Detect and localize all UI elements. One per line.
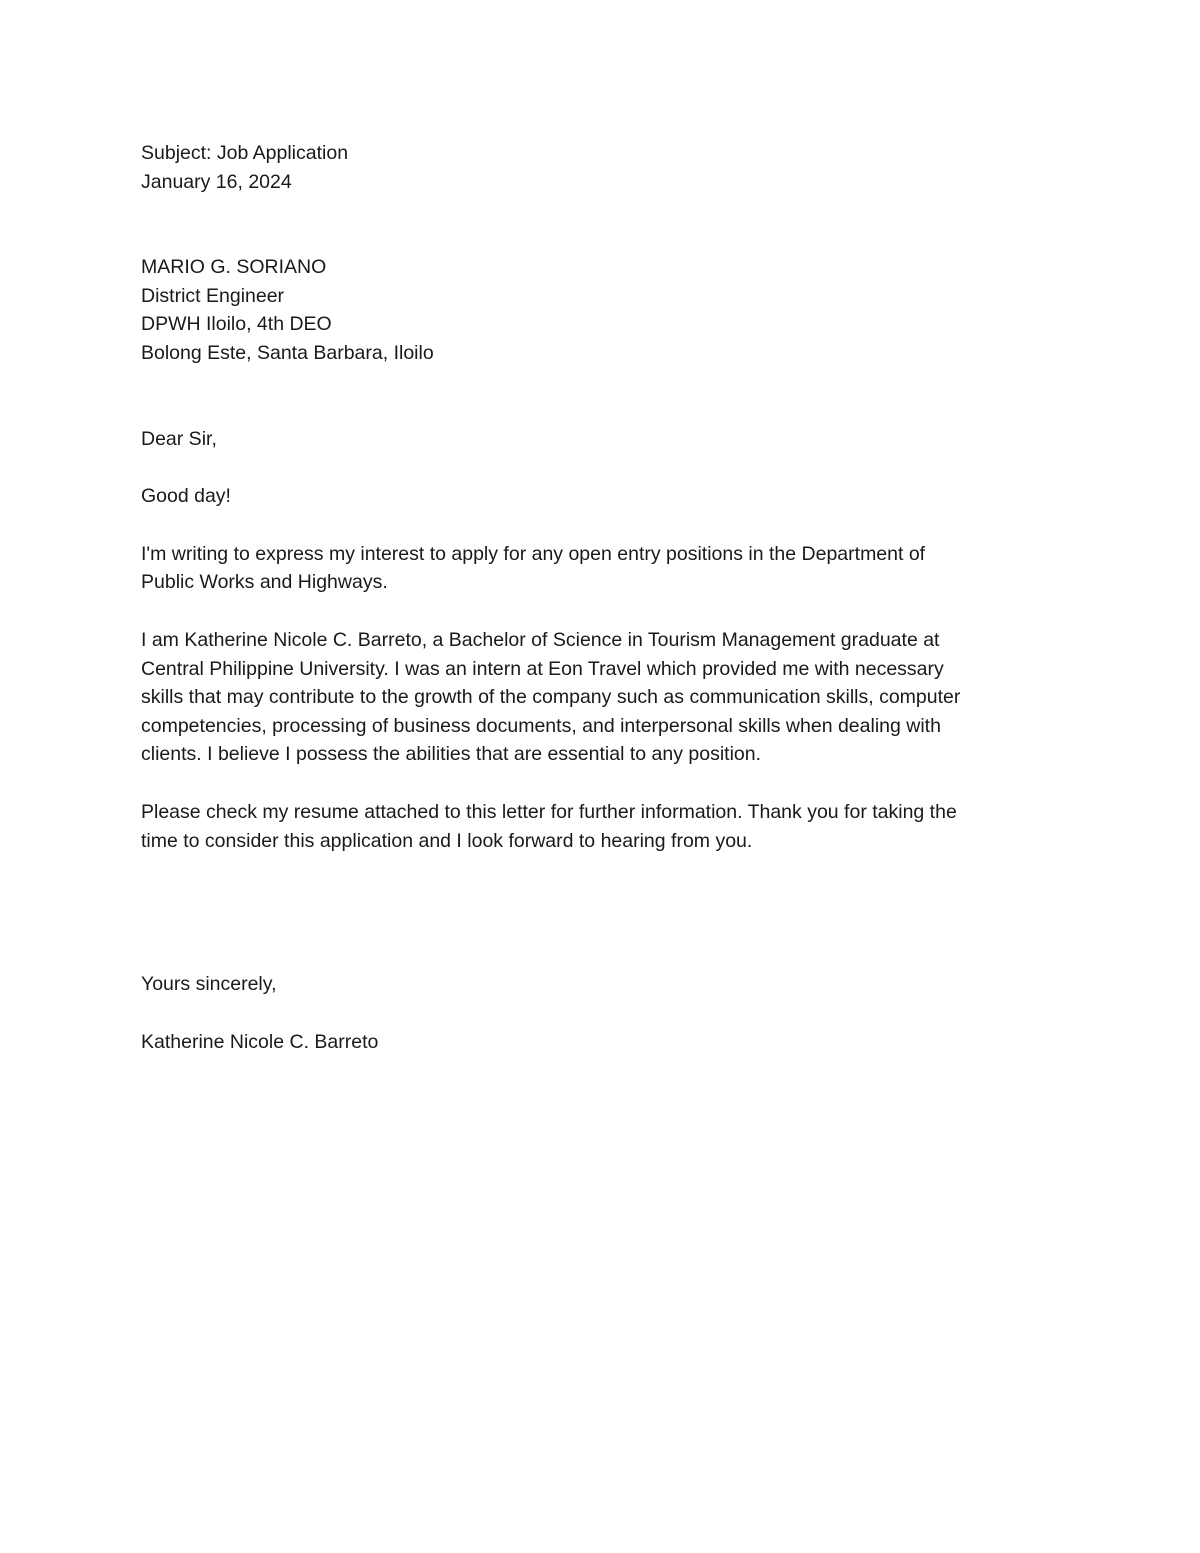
paragraph-line: time to consider this application and I look forward to hearing from you. [141,829,753,852]
paragraph-line: Central Philippine University. I was an intern at Eon Travel which provided me with necessary [141,657,944,680]
salutation: Dear Sir, [141,427,217,450]
paragraph-line: I'm writing to express my interest to apply for any open entry positions in the Department of [141,542,926,565]
closing: Yours sincerely, [141,973,277,996]
recipient-block [141,253,1061,367]
signature-name: Katherine Nicole C. Barreto [141,1030,379,1053]
paragraph-line: clients. I believe I possess the abilities that are essential to any position. [141,743,762,766]
body-paragraph-1 [141,540,1061,597]
recipient-office: DPWH Iloilo, 4th DEO [141,313,332,336]
body-paragraph-2 [141,626,1061,769]
letter-date: January 16, 2024 [141,170,292,193]
paragraph-line: I am Katherine Nicole C. Barreto, a Bachelor of Science in Tourism Management graduate at [141,628,940,651]
greeting: Good day! [141,485,231,508]
recipient-name: MARIO G. SORIANO [141,256,327,279]
cover-letter [141,139,1061,1056]
paragraph-line: Public Works and Highways. [141,571,388,594]
recipient-address: Bolong Este, Santa Barbara, Iloilo [141,341,434,364]
paragraph-line: Please check my resume attached to this letter for further information. Thank you for taking the [141,800,957,823]
paragraph-line: competencies, processing of business documents, and interpersonal skills when dealing with [141,714,941,737]
paragraph-line: skills that may contribute to the growth of the company such as communication skills, computer [141,686,961,709]
subject-line: Subject: Job Application [141,142,349,164]
recipient-title: District Engineer [141,284,285,307]
body-paragraph-3 [141,798,1061,855]
